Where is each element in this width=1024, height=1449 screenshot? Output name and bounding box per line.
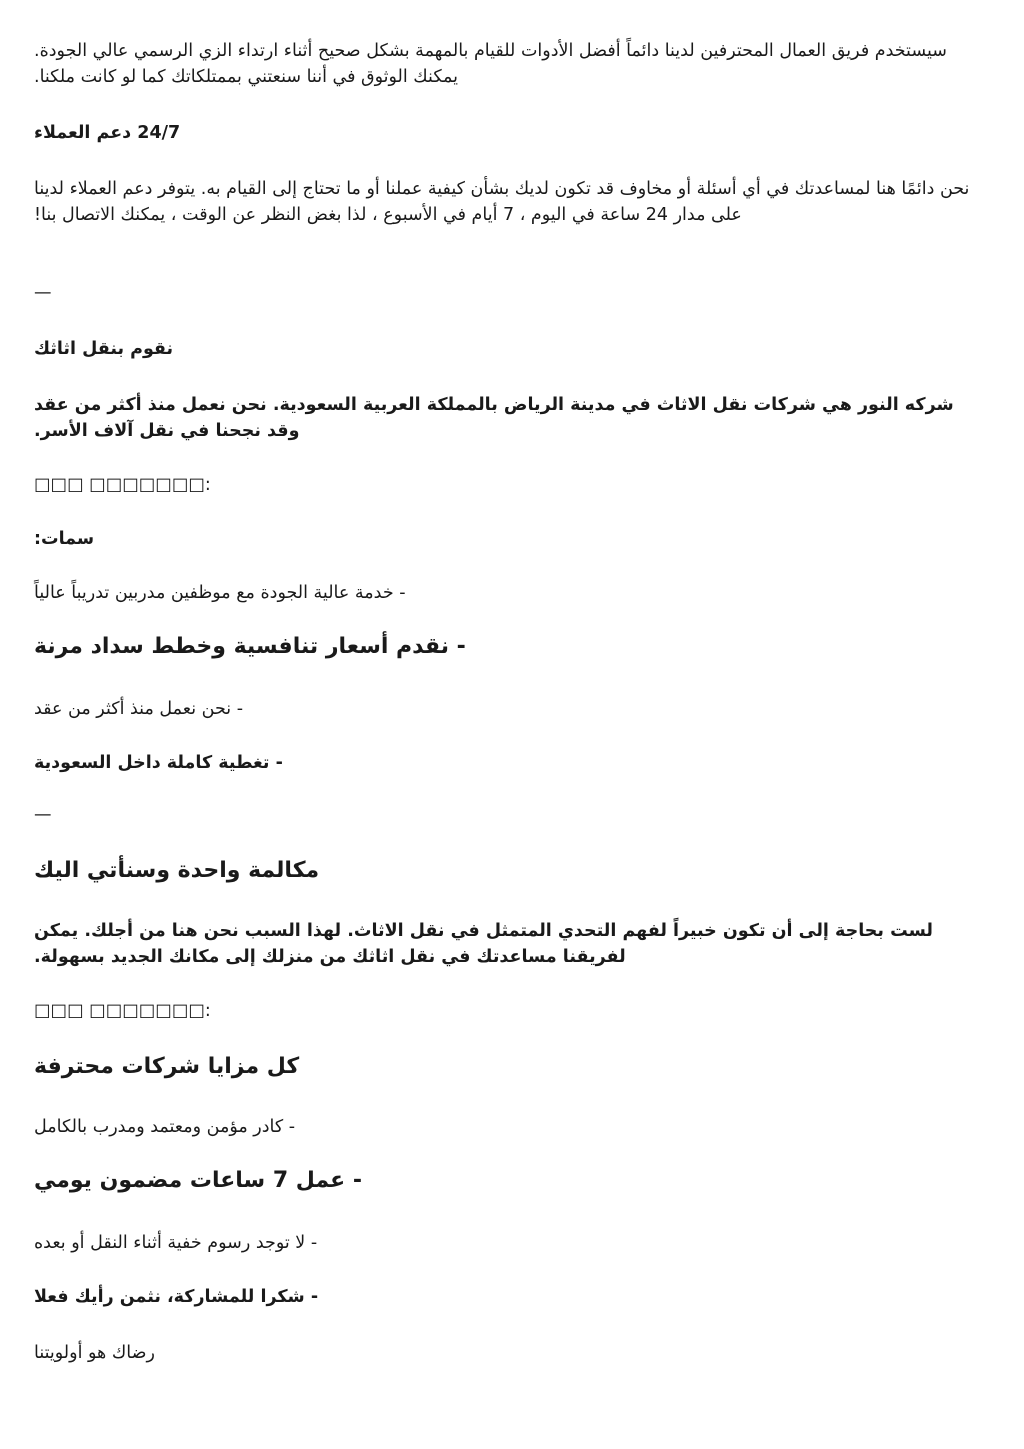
list-item: - عمل 7 ساعات مضمون يومي — [34, 1168, 363, 1193]
list-item: - نقدم أسعار تنافسية وخطط سداد مرنة — [34, 634, 466, 659]
advantages-heading: كل مزايا شركات محترفة — [34, 1054, 300, 1079]
garbled-text: □□□ □□□□□□□: — [34, 1001, 211, 1021]
divider: — — [34, 805, 52, 825]
list-item: - تغطية كاملة داخل السعودية — [34, 753, 283, 773]
list-item: - كادر مؤمن ومعتمد ومدرب بالكامل — [34, 1117, 296, 1137]
about-heading: نقوم بنقل اثاثك — [34, 339, 174, 359]
support-paragraph: نحن دائمًا هنا لمساعدتك في أي أسئلة أو مخاوف قد تكون لديك بشأن كيفية عملنا أو ما تحتاج إلى القيام به. يتوفر دعم العملاء لدينا على مدار 24 ساعة في اليوم ، 7 أيام في الأسبوع ، لذا بغض النظر عن الوقت ، يمكنك الاتصال بنا! — [34, 179, 970, 225]
about-paragraph: شركه النور هي شركات نقل الاثاث في مدينة الرياض بالمملكة العربية السعودية. نحن نعمل منذ أكثر من عقد وقد نجحنا في نقل آلاف الأسر. — [34, 395, 954, 441]
list-item: - شكرا للمشاركة، نثمن رأيك فعلا — [34, 1287, 319, 1307]
garbled-text: □□□ □□□□□□□: — [34, 475, 211, 495]
list-item: - نحن نعمل منذ أكثر من عقد — [34, 699, 244, 719]
call-heading: مكالمة واحدة وسنأتي اليك — [34, 858, 320, 883]
call-paragraph: لست بحاجة إلى أن تكون خبيراً لفهم التحدي المتمثل في نقل الاثاث. لهذا السبب نحن هنا من أجلك. يمكن لفريقنا مساعدتك في نقل اثاثك من منزلك إلى مكانك الجديد بسهولة. — [34, 921, 933, 967]
support-heading: 24/7 دعم العملاء — [34, 123, 181, 143]
closing-line: رضاك هو أولويتنا — [34, 1343, 155, 1363]
list-item: - لا توجد رسوم خفية أثناء النقل أو بعده — [34, 1233, 318, 1253]
list-item: - خدمة عالية الجودة مع موظفين مدربين تدريباً عالياً — [34, 583, 406, 603]
intro-paragraph: سيستخدم فريق العمال المحترفين لدينا دائماً أفضل الأدوات للقيام بالمهمة بشكل صحيح أثناء ارتداء الزي الرسمي عالي الجودة. يمكنك الوثوق في أننا سنعتني بممتلكاتك كما لو كانت ملكنا. — [34, 41, 947, 87]
divider: — — [34, 283, 52, 303]
features-heading: سمات: — [34, 529, 95, 549]
